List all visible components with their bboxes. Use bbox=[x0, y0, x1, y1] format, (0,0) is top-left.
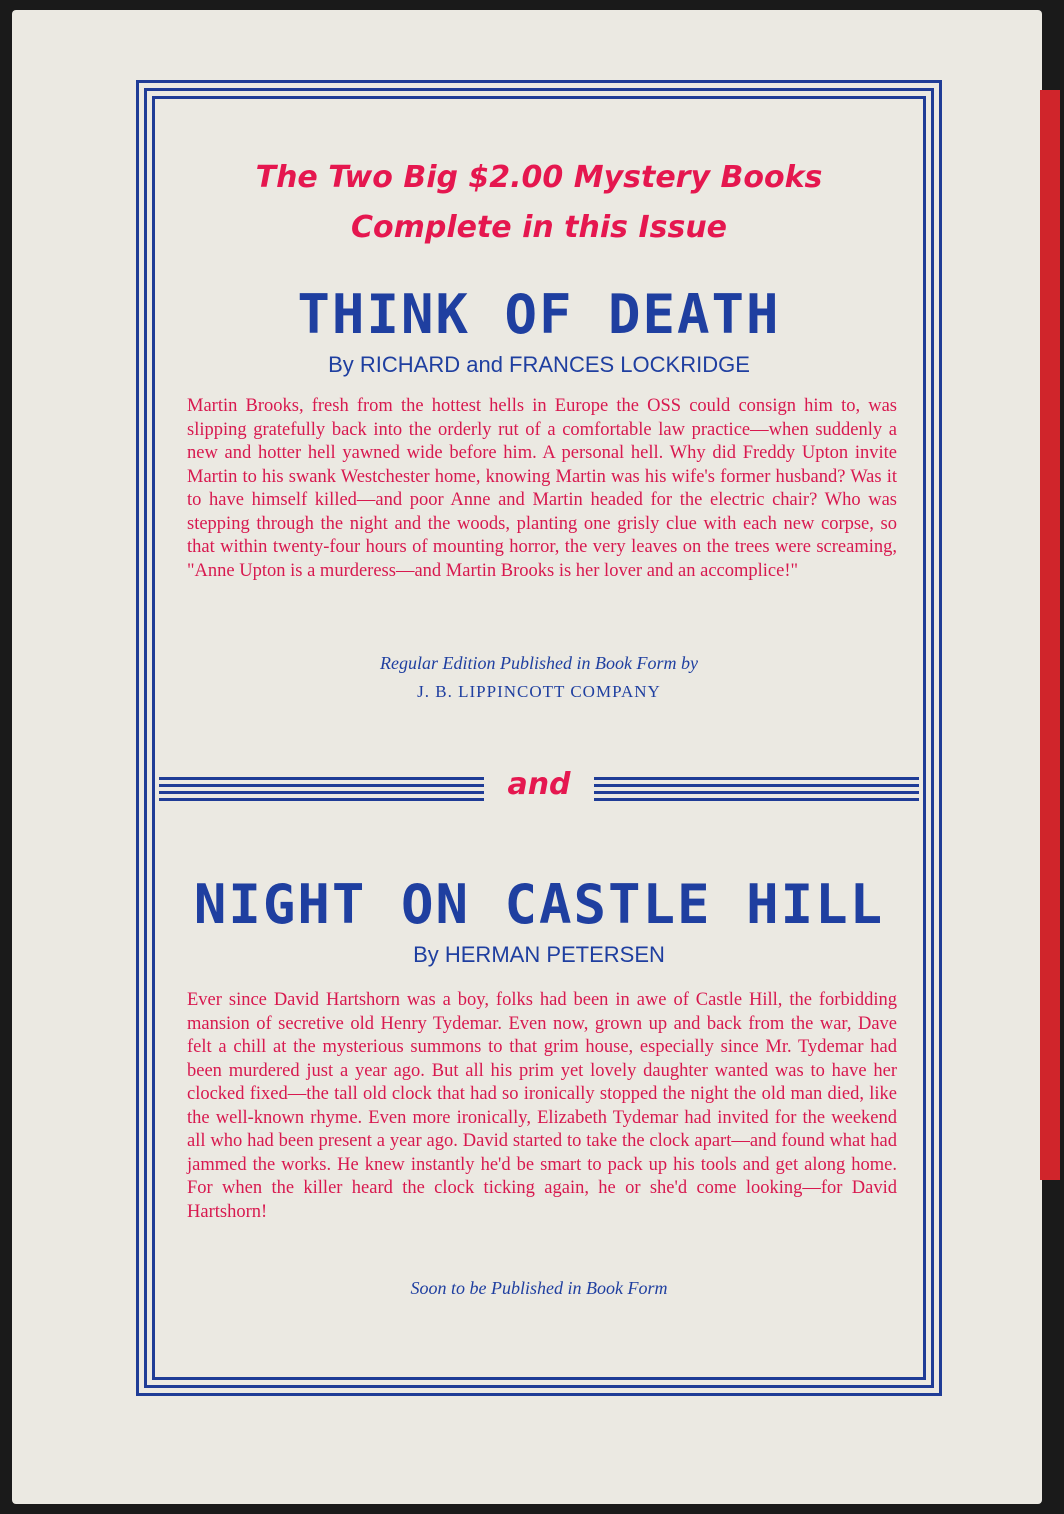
book1-publication bbox=[139, 653, 939, 702]
divider-and: and bbox=[507, 767, 571, 802]
book1-header bbox=[139, 283, 939, 378]
book2-title: NIGHT ON CASTLE HILL bbox=[193, 873, 885, 936]
headline-line-1: The Two Big $2.00 Mystery Books bbox=[255, 160, 823, 195]
book2-header bbox=[139, 873, 939, 968]
book1-title: THINK OF DEATH bbox=[297, 283, 781, 346]
headline-block bbox=[139, 153, 939, 253]
book1-edition-note: Regular Edition Published in Book Form by bbox=[380, 653, 698, 673]
book1-blurb: Martin Brooks, fresh from the hottest hells in Europe the OSS could consign him to, was slipping gratefully back into the orderly rut of a comfortable law practice—when suddenly a new and hotter hell yawned wide before him. A personal hell. Why did Freddy Upton invite Martin to his swank Westchester home, knowing Martin was his wife's former husband? Was it to have himself killed—and poor Anne and Martin headed for the electric chair? Who was stepping through the night and the woods, planting one grisly clue with each new corpse, so that within twenty-four hours of mounting horror, the very leaves on the trees were screaming, "Anne Upton is a murderess—and Martin Brooks is her lover and an accomplice!" bbox=[187, 396, 897, 581]
book2-blurb: Ever since David Hartshorn was a boy, folks had been in awe of Castle Hill, the forbidding mansion of secretive old Henry Tydemar. Even now, grown up and back from the war, Dave felt a chill at the mysterious summons to that grim house, especially since Mr. Tydemar had been murdered just a year ago. But all his prim yet lovely daughter wanted was to have her clocked fixed—the tall old clock that had so ironically stopped the night the old man died, like the well-known rhyme. Even more ironically, Elizabeth Tydemar had invited for the weekend all who had been present a year ago. David started to take the clock apart—and found what had jammed the works. He knew instantly he'd be smart to pack up his tools and get along home. For when the killer heard the clock ticking again, he or she'd come looking—for David Hartshorn! bbox=[187, 990, 897, 1222]
book2-blurb-block bbox=[139, 989, 939, 1224]
divider-rules-right bbox=[594, 777, 919, 805]
cover-edge bbox=[1040, 90, 1060, 1180]
headline-line-2: Complete in this Issue bbox=[350, 210, 728, 245]
book2-publication bbox=[139, 1278, 939, 1299]
book1-blurb-block bbox=[139, 395, 939, 583]
book1-publisher: J. B. LIPPINCOTT COMPANY bbox=[417, 682, 661, 701]
book1-byline: By RICHARD and FRANCES LOCKRIDGE bbox=[328, 352, 750, 377]
book2-byline: By HERMAN PETERSEN bbox=[413, 942, 665, 967]
section-divider bbox=[155, 767, 923, 809]
border-frame bbox=[136, 80, 942, 1396]
book2-edition-note: Soon to be Published in Book Form bbox=[410, 1278, 668, 1298]
